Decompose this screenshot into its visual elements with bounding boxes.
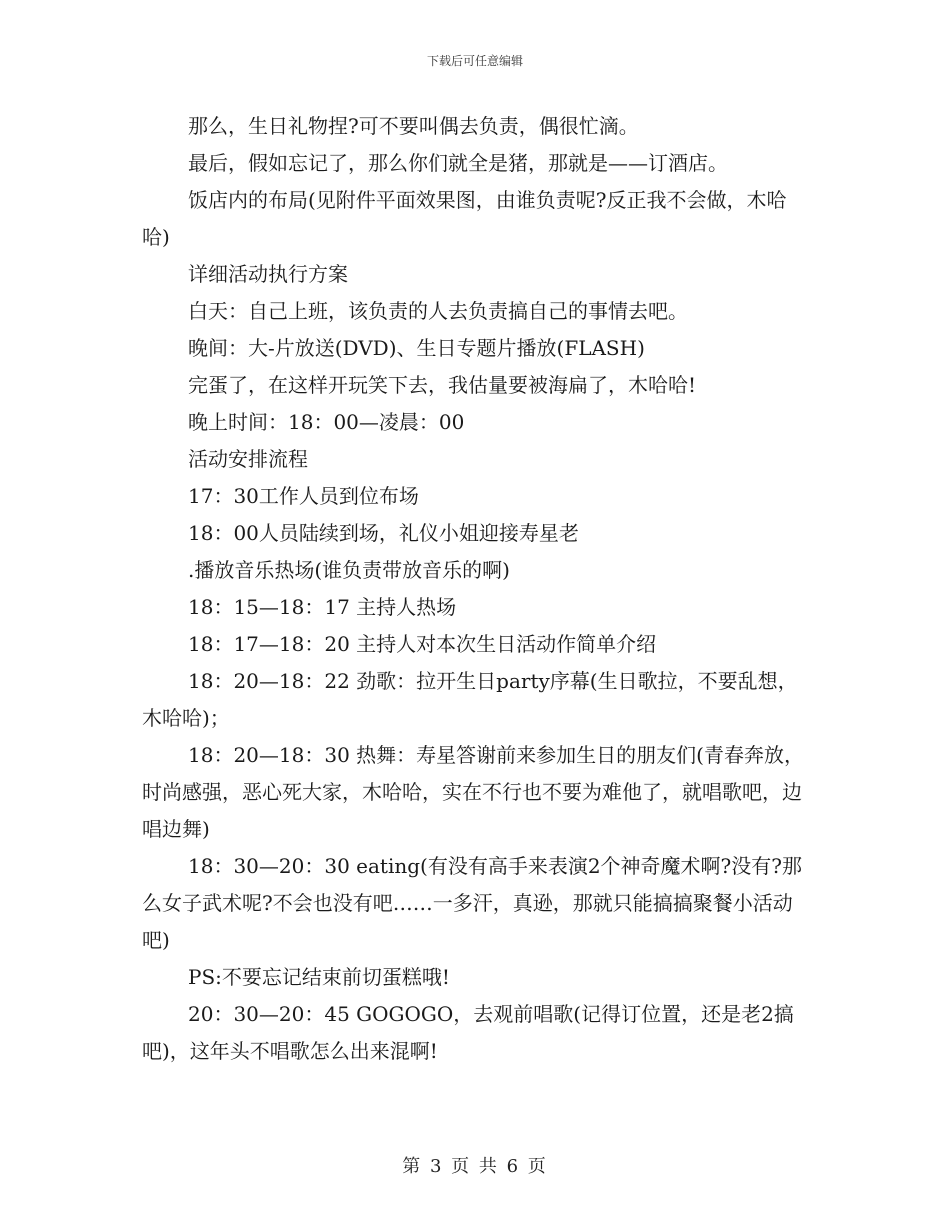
section-heading: 详细活动执行方案: [188, 262, 348, 286]
paragraph: PS:不要忘记结束前切蛋糕哦!: [188, 965, 450, 989]
page-number: 第 3 页 共 6 页: [402, 1156, 548, 1177]
page-header: 下载后可任意编辑: [426, 54, 523, 68]
paragraph: 那么，生日礼物捏?可不要叫偶去负责，偶很忙滴。: [188, 114, 639, 138]
paragraph: 完蛋了，在这样开玩笑下去，我估量要被海扁了，木哈哈!: [188, 373, 697, 397]
document-body: [142, 108, 808, 1070]
schedule-item: 18：00人员陆续到场，礼仪小姐迎接寿星老: [188, 521, 579, 545]
section-heading: 活动安排流程: [188, 447, 308, 471]
paragraph: 晚间：大-片放送(DVD)、生日专题片播放(FLASH): [188, 336, 645, 360]
paragraph: 晚上时间：18：00—凌晨：00: [188, 410, 465, 434]
paragraph: 最后，假如忘记了，那么你们就全是猪，那就是——订酒店。: [188, 151, 728, 175]
schedule-item: .播放音乐热场(谁负责带放音乐的啊): [188, 558, 510, 582]
paragraph: 饭店内的布局(见附件平面效果图，由谁负责呢?反正我不会做，木哈哈): [142, 188, 787, 249]
schedule-item: 18：15—18：17 主持人热场: [188, 595, 457, 619]
schedule-item: 18：30—20：30 eating(有没有高手来表演2个神奇魔术啊?没有?那么女子武术呢?不会也没有吧……一多汗，真逊，那就只能搞搞聚餐小活动吧): [142, 854, 803, 952]
schedule-item: 18：17—18：20 主持人对本次生日活动作简单介绍: [188, 632, 657, 656]
paragraph: 白天：自己上班，该负责的人去负责搞自己的事情去吧。: [188, 299, 688, 323]
schedule-item: 17：30工作人员到位布场: [188, 484, 419, 508]
schedule-item: 18：20—18：30 热舞：寿星答谢前来参加生日的朋友们(青春奔放，时尚感强，恶心死大家，木哈哈，实在不行也不要为难他了，就唱歌吧，边唱边舞): [142, 743, 804, 841]
schedule-item: 20：30—20：45 GOGOGO，去观前唱歌(记得订位置，还是老2搞吧)，这年头不唱歌怎么出来混啊!: [142, 1002, 794, 1063]
schedule-item: 18：20—18：22 劲歌：拉开生日party序幕(生日歌拉，不要乱想，木哈哈)；: [142, 669, 798, 730]
